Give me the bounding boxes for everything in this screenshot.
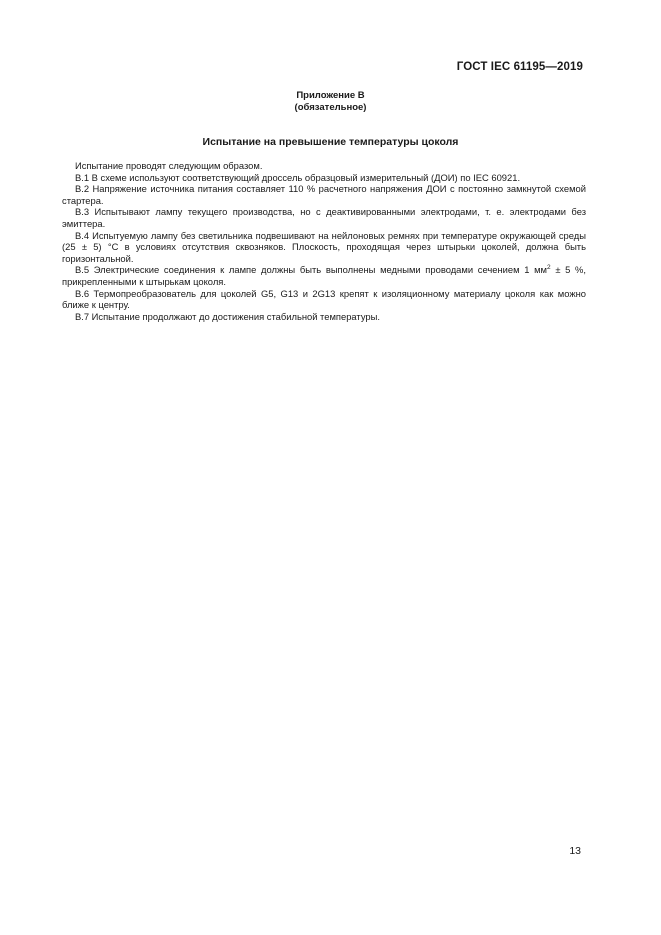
appendix-title: Приложение В [296,90,365,101]
page-number: 13 [569,845,581,857]
paragraph-b1: В.1 В схеме используют соответствующий дроссель образцовый измерительный (ДОИ) по IEC 60921. [75,171,521,183]
paragraph-intro: Испытание проводят следующим образом. [75,160,263,171]
paragraph-b2: В.2 Напряжение источника питания составляет 110 % расчетного напряжения ДОИ с постоянно замкнутой схемой стартера. [62,183,586,206]
paragraph-b7: В.7 Испытание продолжают до достижения стабильной температуры. [75,310,380,322]
body-text [62,160,586,322]
paragraph-b6: В.6 Термопреобразователь для цоколей G5, G13 и 2G13 крепят к изоляционному материалу цоколя как можно ближе к центру. [62,287,586,311]
superscript-two: 2 [547,264,551,272]
paragraph-b5 [62,264,586,287]
paragraph-b5-text-end: ± 5 %, прикрепленными к штырькам цоколя. [62,264,586,287]
paragraph-b5-text: В.5 Электрические соединения к лампе должны быть выполнены медными проводами сечением 1 мм [75,264,547,276]
section-title: Испытание на превышение температуры цоколя [202,136,459,148]
appendix-heading [0,90,661,114]
paragraph-b4: В.4 Испытуемую лампу без светильника подвешивают на нейлоновых ремнях при температуре окружающей среды (25 ± 5) °С в условиях отсутствия сквозняков. Плоскость, проходящая через штырьки цоколей, должна быть горизонтальной. [62,229,586,264]
paragraph-b3: В.3 Испытывают лампу текущего производства, но с деактивированными электродами, т. е. электродами без эмиттера. [62,206,586,229]
document-code: ГОСТ IEC 61195—2019 [456,61,583,73]
appendix-subtitle: (обязательное) [294,102,367,113]
